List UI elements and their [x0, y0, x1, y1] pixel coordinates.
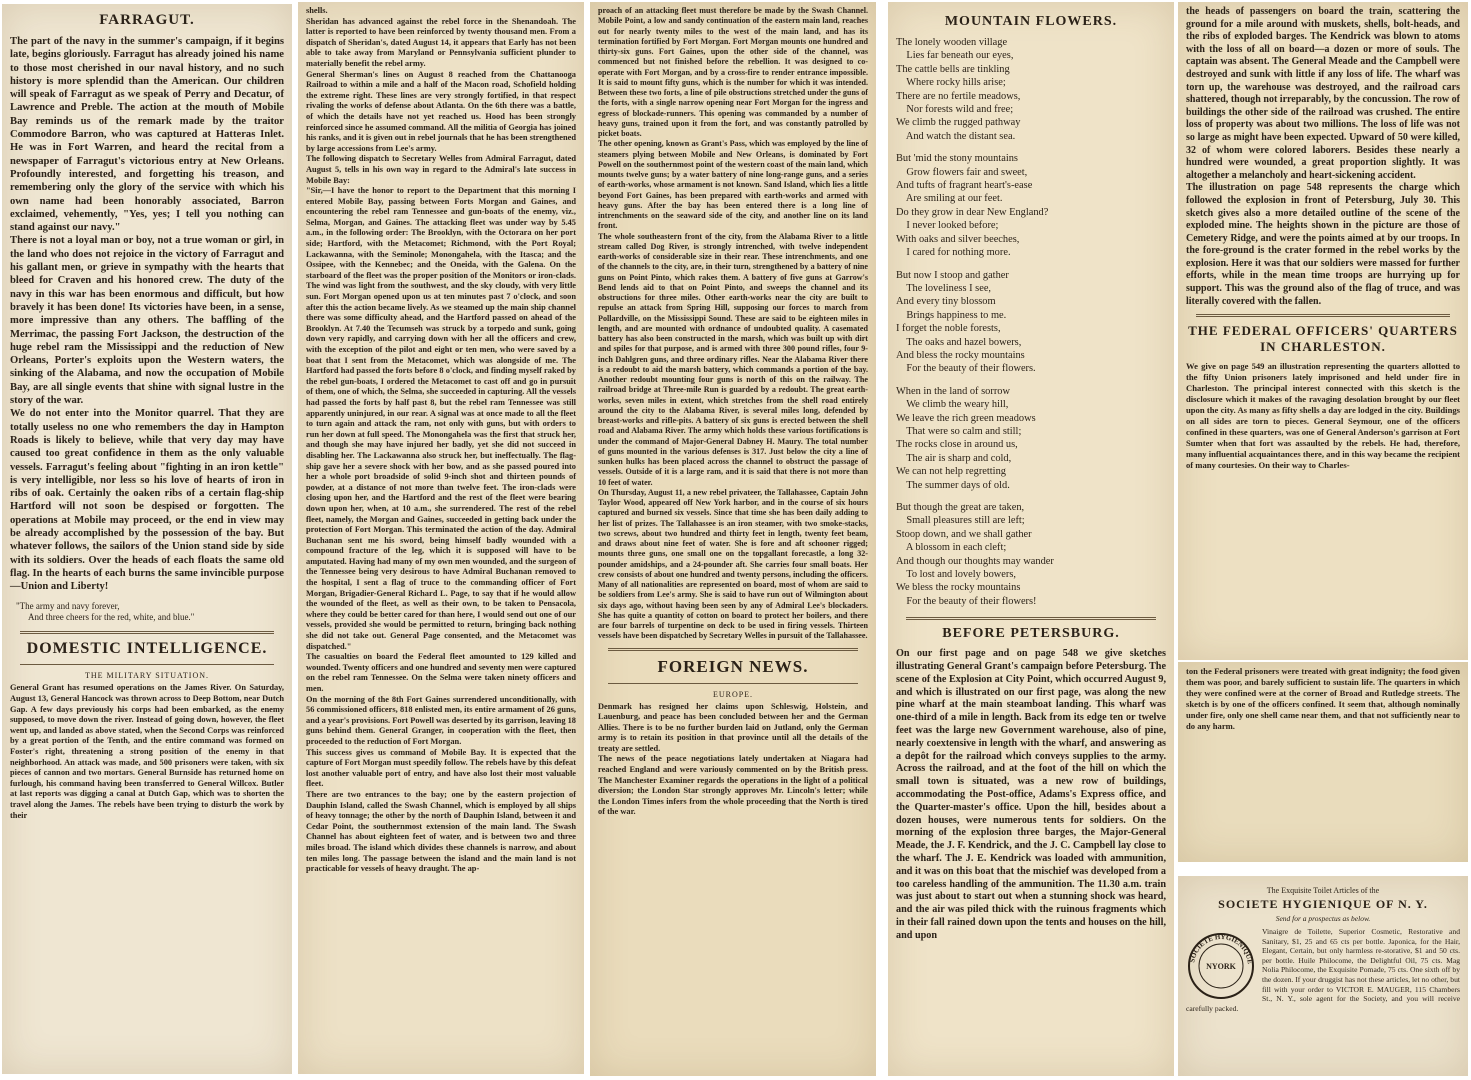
federal-body: We give on page 549 an illustration representing the quarters allotted to the fifty Union prisoners lately imprisoned and held under fire in Charleston. The principal interest connected with this sketch is the disclosure which it makes of the ravaging desolation brought by our fleet upon the city. As many as fifty shells a day are lodged in the city. Buildings on all sides are torn to pieces. General Seymour, one of the officers confined in these quarters, was one of General Anderson's garrison at Fort Sumter when that fort was assaulted by the rebels. He had, therefore, many influential acquaintances there, and in this way became the recipient of many courtesies. On their way to Charles- — [1186, 361, 1460, 471]
poem-line: And bless the rocky mountains — [896, 349, 1025, 361]
farragut-body: The part of the navy in the summer's campaign, if it begins late, begins gloriously. Farragut has already joined his name to those most cherished in our naval history, and no such history is more splendid than the American. Our children will speak of Farragut as we speak of Perry and Decatur, of Lawrence and Preble. The action at the mouth of Mobile Bay reminds us of the remark made by the traitor Commodore Barron, who was captured at Hatteras Inlet. He was in Fort Warren, and heard the recital from a newspaper of Farragut's victorious entry at New Orleans. Profoundly interested, and forgetting his treason, and remembering only the glory of the service with which his own name had been honorably associated, Barron exclaimed, vehemently, "Yes, yes; I tell you nothing can stand against our navy." There is not a loyal man or boy, not a true woman or girl, in the land who does not rejoice in the victory of Farragut and his gallant men, or grieve in sympathy with the hearts that bleed for Craven and his honored crew. The duty of the navy in this war has been enormous and difficult, but how bravely it has been done! Its victories have been, in a sense, more impressive than any others. The baffling of the Merrimac, the passing Fort Jackson, the destruction of the huge rebel ram the Mississippi and the reduction of New Orleans, Porter's exploits upon the Western waters, the sinking of the Alabama, and now the occupation of Mobile Bay, are all single events that shine with signal lustre in the story of the war. We do not enter into the Monitor quarrel. That they are totally useless no one who remembers the day in Hampton Roads is likely to believe, while that very day may have caused too great confidence in them as the only valuable vessels. Farragut's feeling about "fighting in an iron kettle" is very intelligible, nor less so his love of hearts of iron in ribs of oak. Certainly the oaken ribs of a certain flag-ship Hartford will not soon be despised or forgotten. The operations at Mobile may proceed, or the end in view may be already accomplished by the possession of the bay. But whatever follows, the sailors of the Union stand side by side with its soldiers. Over the heads of each floats the same old flag. In the hearts of each burns the same invincible purpose—Union and Liberty! — [10, 36, 284, 593]
petersburg-continued: the heads of passengers on board the train, scattering the ground for a mile around with muskets, shells, bolt-heads, and the ribs of exploded barges. The Kendrick was blown to atoms with the loss of all on board—a dozen or more of souls. The captain was absent. The General Meade and the Campbell were destroyed and sunk with little if any loss of life. The wharf was torn up, the warehouse was destroyed, and the railroad cars shattered, though not irreparably, by the concussion. The row of buildings the other side of the railroad was crushed. The entire loss of property was about two millions. The loss of life was not so large as might have been expected. Upward of 50 were killed, 32 of whom were colored laborers. Besides these nearly a hundred were wounded, a great proportion slightly. It was altogether a melancholy and heart-sickening accident. The illustration on page 548 represents the charge which followed the explosion in front of Petersburg, July 30. This sketch gives also a more detailed outline of the scene of the exploded mine. The heights shown in the picture are those of Cemetery Ridge, and were the points aimed at by our troops. In the fore-ground is the crater formed in the rebel works by the explosion. Here it was that our soldiers were massed for further efforts, while in the mean time troops are hurrying up for support. This was the ground also of the flag of truce, and was literally covered with the fallen. — [1186, 6, 1460, 307]
divider — [608, 648, 858, 651]
poem-line: But now I stoop and gather — [896, 269, 1009, 281]
column-farragut — [2, 4, 292, 1074]
poem-heading: MOUNTAIN FLOWERS. — [944, 14, 1118, 29]
poem-line: I forget the noble forests, — [896, 323, 1001, 335]
dispatch-body: shells. Sheridan has advanced against the rebel force in the Shenandoah. The latter is reported to have been reinforced by twenty thousand men. From a dispatch of Sheridan's, dated August 14, it appears that Early has not been able to take away from Maryland or Pennsylvania sufficient plunder to materially benefit the rebel army. General Sherman's lines on August 8 reached from the Chattanooga Railroad to within a mile and a half of the Macon road, Schofield holding the extreme right. These lines are very strongly fortified, in that respect rivaling the works of defense about Atlanta. On the 6th there was a battle, of which the details have not yet reached us. Hood has been strongly reinforced since he assumed command. All the militia of Georgia has joined his ranks, and it is given out in rebel journals that he has been strengthened by large accessions from Lee's army. The following dispatch to Secretary Welles from Admiral Farragut, dated August 5, tells in his own way in regard to the Admiral's late success in Mobile Bay: "Sir,—I have the honor to report to the Department that this morning I entered Mobile Bay, passing between Forts Morgan and Gaines, and encountering the rebel ram Tennessee and gun-boats of the enemy, viz., Selma, Morgan, and Gaines. The attacking fleet was under way by 5.45 a.m., in the following order: The Brooklyn, with the Octorara on her port side; Hartford, with the Metacomet; Richmond, with the Port Royal; Lackawanna, with the Seminole; Monongahela, with the Itasca; and the Ossipee, with the Kennebec; and the Oneida, with the Galena. On the starboard of the fleet was the proper position of the Monitors or iron-clads. The wind was light from the southwest, and the sky cloudy, with very little sun. Fort Morgan opened upon us at ten minutes past 7 o'clock, and soon after this the action became lively. As we steamed up the main ship channel there was some difficulty ahead, and the Hartford passed on ahead of the Brooklyn. At 7.40 the Tecumseh was struck by a torpedo and sunk, going down very rapidly, and carrying down with her all the officers and crew, with the exception of the pilot and eight or ten men, who were saved by a boat that I sent from the Metacomet, which was alongside of me. The Hartford had passed the forts before 8 o'clock, and finding myself raked by the rebel gun-boats, I ordered the Metacomet to cast off and go in pursuit of them, one of which, the Selma, she succeeded in capturing. All the vessels had passed the forts by half past 8, but the rebel ram Tennessee was still apparently uninjured, in our rear. A signal was at once made to all the fleet to turn again and attack the ram, not only with guns, but with orders to run her down at full speed. The Monongahela was the first that struck her, and though she may have injured her badly, yet she did not succeed in disabling her. The Lackawanna also struck her, but ineffectually. The flag-ship gave her a severe shock with her bow, and as she passed poured into her a whole port broadside of solid 9-inch shot and thirteen pounds of powder, at a distance of not more than twelve feet. The iron-clads were closing upon her, and the Hartford and the rest of the fleet were bearing down upon her, when, at 10 a.m., she surrendered. The rest of the rebel fleet, namely, the Morgan and Gaines, succeeded in getting back under the protection of Fort Morgan. This terminated the action of the day. Admiral Buchanan sent me his sword, being himself badly wounded with a compound fracture of the leg, which it is supposed will have to be amputated. Having had many of my own men wounded, and the surgeon of the Tennessee being very desirous to have Admiral Buchanan removed to the hospital, I sent a flag of truce to the commanding officer of Fort Morgan, Brigadier-General Richard L. Page, to say that if he would allow the wounded of the fleet, as well as their own, to be taken to Pensacola, where they could be better cared for than here, I would send out one of our vessels, provided she would be permitted to return, bringing back nothing she did not take out. General Page consented, and the Metacomet was dispatched." The casualties on board the Federal fleet amounted to 129 killed and wounded. Twenty officers and one hundred and seventy men were captured on the rebel ram Tennessee. On the Selma were taken ninety officers and men. On the morning of the 8th Fort Gaines surrendered unconditionally, with 56 commissioned officers, 818 enlisted men, its entire armament of 26 guns, and a year's provisions. Fort Powell was deserted by its garrison, leaving 18 guns behind them. General Granger, in cooperation with the fleet, then proceeded to the reduction of Fort Morgan. This success gives us command of Mobile Bay. It is expected that the capture of Fort Morgan must speedily follow. The rebels have by this defeat lost another valuable port of entry, and have also lost their most valuable fleet. There are two entrances to the bay; one by the eastern projection of Dauphin Island, called the Swash Channel, which is employed by all ships of heavy tonnage; the other by the north of Dauphin Island, between it and Cedar Point, the southernmost extension of the main land. The Swash Channel has about eighteen feet of water, and is between two and three miles broad. The island which divides these channels is narrow, and about ten miles long. The passage between the island and the main land is not practicable for vessels of heavy draught. The ap- — [306, 6, 576, 874]
poem-line: The cattle bells are tinkling — [896, 63, 1010, 75]
poem-line: Are smiling at our feet. — [896, 193, 1003, 205]
poem-line: Brings happiness to me. — [896, 309, 1007, 321]
foreign-heading: FOREIGN NEWS. — [657, 656, 809, 676]
poem-stanza — [896, 269, 1166, 376]
petersburg-heading: BEFORE PETERSBURG. — [942, 626, 1120, 642]
federal-body-continued: ton the Federal prisoners were treated with great indignity; the food given them was poor, and barely sufficient to sustain life. The quarters in which they were confined were at the corner of Broad and Rutledge streets. The sketch is by one of the officers confined. It seem that, although nominally under fire, only one shell came near them, and that not sufficiently near to do any harm. — [1186, 666, 1460, 731]
poem-line: And tufts of fragrant heart's-ease — [896, 180, 1033, 192]
poem-line: The oaks and hazel bowers, — [896, 336, 1022, 348]
foreign-body: Denmark has resigned her claims upon Schleswig, Holstein, and Lauenburg, and peace has been concluded between her and the German Allies. There is to be no further burden laid on Jutland, only the German army is to retain its position in that province until all the details of the treaty are settled. The news of the peace negotiations lately undertaken at Niagara had reached England and were variously commented on by the British press. The Manchester Examiner regards the operations in the light of a political diversion; the London Star strongly approves Mr. Lincoln's letter; while the London Times infers from the whole proceeding that the North is tired of the war. — [598, 701, 868, 817]
advertisement — [1178, 876, 1468, 1076]
farragut-heading: FARRAGUT. — [99, 12, 195, 28]
poem-line: Where rocky hills arise; — [896, 77, 1006, 89]
poem-line: And though our thoughts may wander — [896, 555, 1054, 567]
poem-line: When in the land of sorrow — [896, 385, 1010, 397]
poem-line: There are no fertile meadows, — [896, 90, 1021, 102]
society-seal-icon — [1186, 931, 1256, 1001]
poem-line: But 'mid the stony mountains — [896, 153, 1018, 165]
poem-line: To lost and lovely bowers, — [896, 569, 1017, 581]
mobile-bay-body: proach of an attacking fleet must therefore be made by the Swash Channel. Mobile Point, a low and sandy continuation of the eastern main land, reaches out for nearly twenty miles to the west of the main land, and has its termination fortified by Fort Morgan. Fort Morgan mounts one hundred and thirty-six guns. Fort Gaines, upon the other side of the channel, was commenced but not finished before the rebellion. It was designed to co-operate with Fort Morgan, and by a cross-fire to render entrance impossible. It is said to mount fifty guns, which is the number for which it was intended. Between these two forts, a line of pile obstructions stretched under the guns of the forts, with a single narrow opening near Fort Morgan for the ingress and egress of blockade-runners. This opening was commanded by a number of heavy guns, trained upon it from the fort, and was constantly patrolled by picket boats. The other opening, known as Grant's Pass, which was employed by the line of steamers plying between Mobile and New Orleans, is dominated by Fort Powell on the southernmost point of the western coast of the main land, which mounts twelve guns; by a water battery of nine long-range guns, and a series of earth-works, whose armament is not known. Sand Island, which lies a little beyond Fort Gaines, has been prepared with earth-works and armed with heavy guns. After the bay has been entered there is a long line of intrenchments on the seaward side of the city, and another line on its land front. The whole southeastern front of the city, from the Alabama River to a little stream called Dog River, is strongly intrenched, with twelve independent earth-works of considerable size in their rear. These intrenchments, and one of the channels to the city, are, in their turn, strengthened by a battery of nine guns on Point Pinto, which rakes them. A battery of five guns at Garrow's Bend lends aid to that on Point Pinto, and sweeps the channel and its obstructions for three miles. Other earth-works near the city are built to repulse an attack from Spring Hill, supposing our forces to march from Pollardville, on the Mississippi Sound. These are said to be eighteen miles in length, and are mounted with ordnance of undoubted quality. A casemated battery has also been constructed in the marsh, which was built up with dirt and spiles for that purpose, and is armed with three 300 pound rifles, four 9-inch Dahlgren guns, and three ordinary rifles. Near the Alabama River there is a redoubt to aid the marsh battery, which commands a portion of the bay. Another redoubt mounting four guns is north of this on the railway. The railroad bridge at Three-mile Run is guarded by a redoubt. The great earth-works, seven miles in extent, which stretches from the shell road entirely around the city to the Alabama River, is several miles long, defended by breast-works and rifle-pits. A battery of six guns is erected between the shell road and Alabama River. The army which holds these various fortifications is under the command of Major-General Dabney H. Maury. The total number of guns mounted in the various defenses is 317. Just below the city a line of sunken hulks has been placed across the channel to obstruct the passage of vessels. Outside of it is a large ram, and it is said that there is not more than 10 feet of water. On Thursday, August 11, a new rebel privateer, the Tallahassee, Captain John Taylor Wood, appeared off New York harbor, and in the course of six hours captured and burned six vessels. Since that time she has been daily adding to her list of prizes. The Tallahassee is an iron steamer, with two smoke-stacks, two screws, about two hundred and thirty feet in length, twenty feet beam, and draws about nine feet of water. She is fore and aft schooner rigged; mounts three guns, one small one on the topgallant forecastle, a long 32-pounder amidships, and a 24-pounder aft. She carries four small boats. Her crew consists of about one hundred and twenty persons, including the officers. Many of all nationalities are represented on board, most of whom are said to be soldiers from Lee's army. She is said to have run out of Wilmington about six days ago, without having been seen by any of Admiral Lee's blockaders. She has quite a quantity of cotton on board to protect her boilers, and there are four barrels of turpentine on deck to be used in firing vessels. Thirteen vessels have been dispatched by Secretary Welles in pursuit of the Tallahassee. — [598, 6, 868, 641]
poem-stanza — [896, 36, 1166, 143]
poem-line: And watch the distant sea. — [896, 130, 1016, 142]
poem-line: Lies far beneath our eyes, — [896, 50, 1014, 62]
divider — [906, 617, 1156, 620]
poem-line: We bless the rocky mountains — [896, 582, 1021, 594]
domestic-heading: DOMESTIC INTELLIGENCE. — [26, 640, 268, 658]
poem-line: Grow flowers fair and sweet, — [896, 166, 1028, 178]
domestic-body: General Grant has resumed operations on the James River. On Saturday, August 13, General Hancock was thrown across to Deep Bottom, near Dutch Gap. A few days previously his corps had been embarked, as the enemy supposed, to move down the river. Instead of going down, however, the fleet went up, and landed as above stated, when the Second Corps was reinforced by a great portion of the Tenth, and the entire command was formed on Foster's right, threatening a strong position of the enemy in that neighborhood. An attack was made, and 500 prisoners were taken, with six pieces of cannon and two mortars. General Burnside has returned home on furlough, his command having been transferred to General Willcox. Butler at last reports was digging a canal at Dutch Gap, which was to shorten the travel along the James. The rebels have been trying to disturb the work by their — [10, 683, 284, 820]
quote-line-2: And three cheers for the red, white, and blue." — [28, 612, 195, 623]
divider — [20, 664, 274, 665]
poem-line: We leave the rich green meadows — [896, 412, 1036, 424]
poem-line: The air is sharp and cold, — [896, 452, 1012, 464]
poem — [896, 36, 1166, 608]
poem-line: The summer days of old. — [896, 479, 1010, 491]
seal-ring-text: SOCIETE HYGIENIQUE — [1188, 932, 1254, 965]
poem-stanza — [896, 152, 1166, 259]
poem-stanza — [896, 385, 1166, 492]
poem-line: For the beauty of their flowers. — [896, 363, 1036, 375]
poem-line: I never looked before; — [896, 220, 999, 232]
petersburg-body: On our first page and on page 548 we give sketches illustrating General Grant's campaign before Petersburg. The scene of the Explosion at City Point, which occurred August 9, and which is illustrated on our first page, was along the new pine wharf at the main steamboat landing. This wharf was one-third of a mile in length. Back from its edge ten or twelve feet was the large new Government warehouse, also of pine, nearly coextensive in length with the wharf, and answering as a depôt for the railroad which conveys supplies to the army. Across the railroad, and at the foot of the hill on which the small town is situated, was a new row of buildings, accommodating the Post-office, Adams's Express office, and the Quarter-master's office. Upon the hill, besides about a dozen houses, were numerous tents for soldiers. On the morning of the explosion three barges, the Major-General Meade, the J. F. Kendrick, and the J. C. Campbell lay close to the wharf. The J. E. Kendrick was loaded with ammunition, and it was on this boat that the mischief was developed from a too careless handling of the ammunition. The 11.30 a.m. train was just about to start out when a stunning shock was heard, and the air was piled thick with the ruinous fragments which in their fall rained down upon the tents and houses on the hill, and upon — [896, 648, 1166, 941]
poem-line: Stoop down, and we shall gather — [896, 528, 1032, 540]
poem-line: Do they grow in dear New England? — [896, 206, 1049, 218]
column-right — [1178, 2, 1468, 1078]
poem-line: That were so calm and still; — [896, 425, 1022, 437]
divider — [1196, 314, 1450, 317]
poem-line: Small pleasures still are left; — [896, 515, 1025, 527]
poem-line: I cared for nothing more. — [896, 247, 1011, 259]
ad-body: Vinaigre de Toilette, Superior Cosmetic, Restorative and Sanitary, $1, 25 and 65 cts per bottle. Japonica, for the Hair, Elegant, Certain, but only harmless re-storative, $1 and 50 cts. per bottle. Huile Philocome, the Delightful Oil, 75 cts. Mag Nolia Philocome, the Exquisite Pomade, 75 cts. One sixth off by the dozen. If your druggist has not these articles, let no other, but fill with your order to VICTOR E. MAUGER, 115 Chambers St., N. Y., sole agent for the Society, and you will receive carefully packed. — [1186, 927, 1460, 1013]
divider — [20, 631, 274, 634]
right-upper-panel — [1178, 2, 1468, 660]
poem-line: And every tiny blossom — [896, 296, 996, 308]
poem-line: We can not help regretting — [896, 466, 1006, 478]
ad-send: Send for a prospectus as below. — [1275, 914, 1371, 923]
divider — [608, 683, 858, 684]
poem-line: The rocks close in around us, — [896, 439, 1018, 451]
poem-line: With oaks and silver beeches, — [896, 233, 1020, 245]
column-mobile-bay — [590, 2, 876, 1076]
foreign-subheading: EUROPE. — [712, 689, 754, 699]
poem-line: The lonely wooden village — [896, 37, 1008, 48]
svg-text:SOCIETE HYGIENIQUE — [1188, 933, 1254, 965]
ad-brand: SOCIETE HYGIENIQUE OF N. Y. — [1218, 897, 1428, 911]
poem-line: The loveliness I see, — [896, 282, 992, 294]
right-middle-panel — [1178, 662, 1468, 862]
farragut-quote — [10, 601, 284, 623]
quote-line-1: "The army and navy forever, — [16, 601, 120, 612]
poem-line: Nor forests wild and free; — [896, 104, 1014, 116]
poem-line: For the beauty of their flowers! — [896, 595, 1037, 607]
column-poem-petersburg — [888, 2, 1174, 1076]
poem-line: A blossom in each cleft; — [896, 542, 1007, 554]
poem-line: But though the great are taken, — [896, 502, 1025, 513]
poem-line: We climb the weary hill, — [896, 399, 1009, 411]
poem-line: We climb the rugged pathway — [896, 117, 1021, 129]
seal-center-text: NYORK — [1206, 962, 1236, 971]
domestic-subheading: THE MILITARY SITUATION. — [84, 671, 210, 681]
ad-title: The Exquisite Toilet Articles of the — [1266, 886, 1380, 895]
poem-stanza — [896, 501, 1166, 608]
column-military-dispatch — [298, 2, 584, 1074]
federal-heading: THE FEDERAL OFFICERS' QUARTERS IN CHARLESTON. — [1188, 323, 1458, 355]
